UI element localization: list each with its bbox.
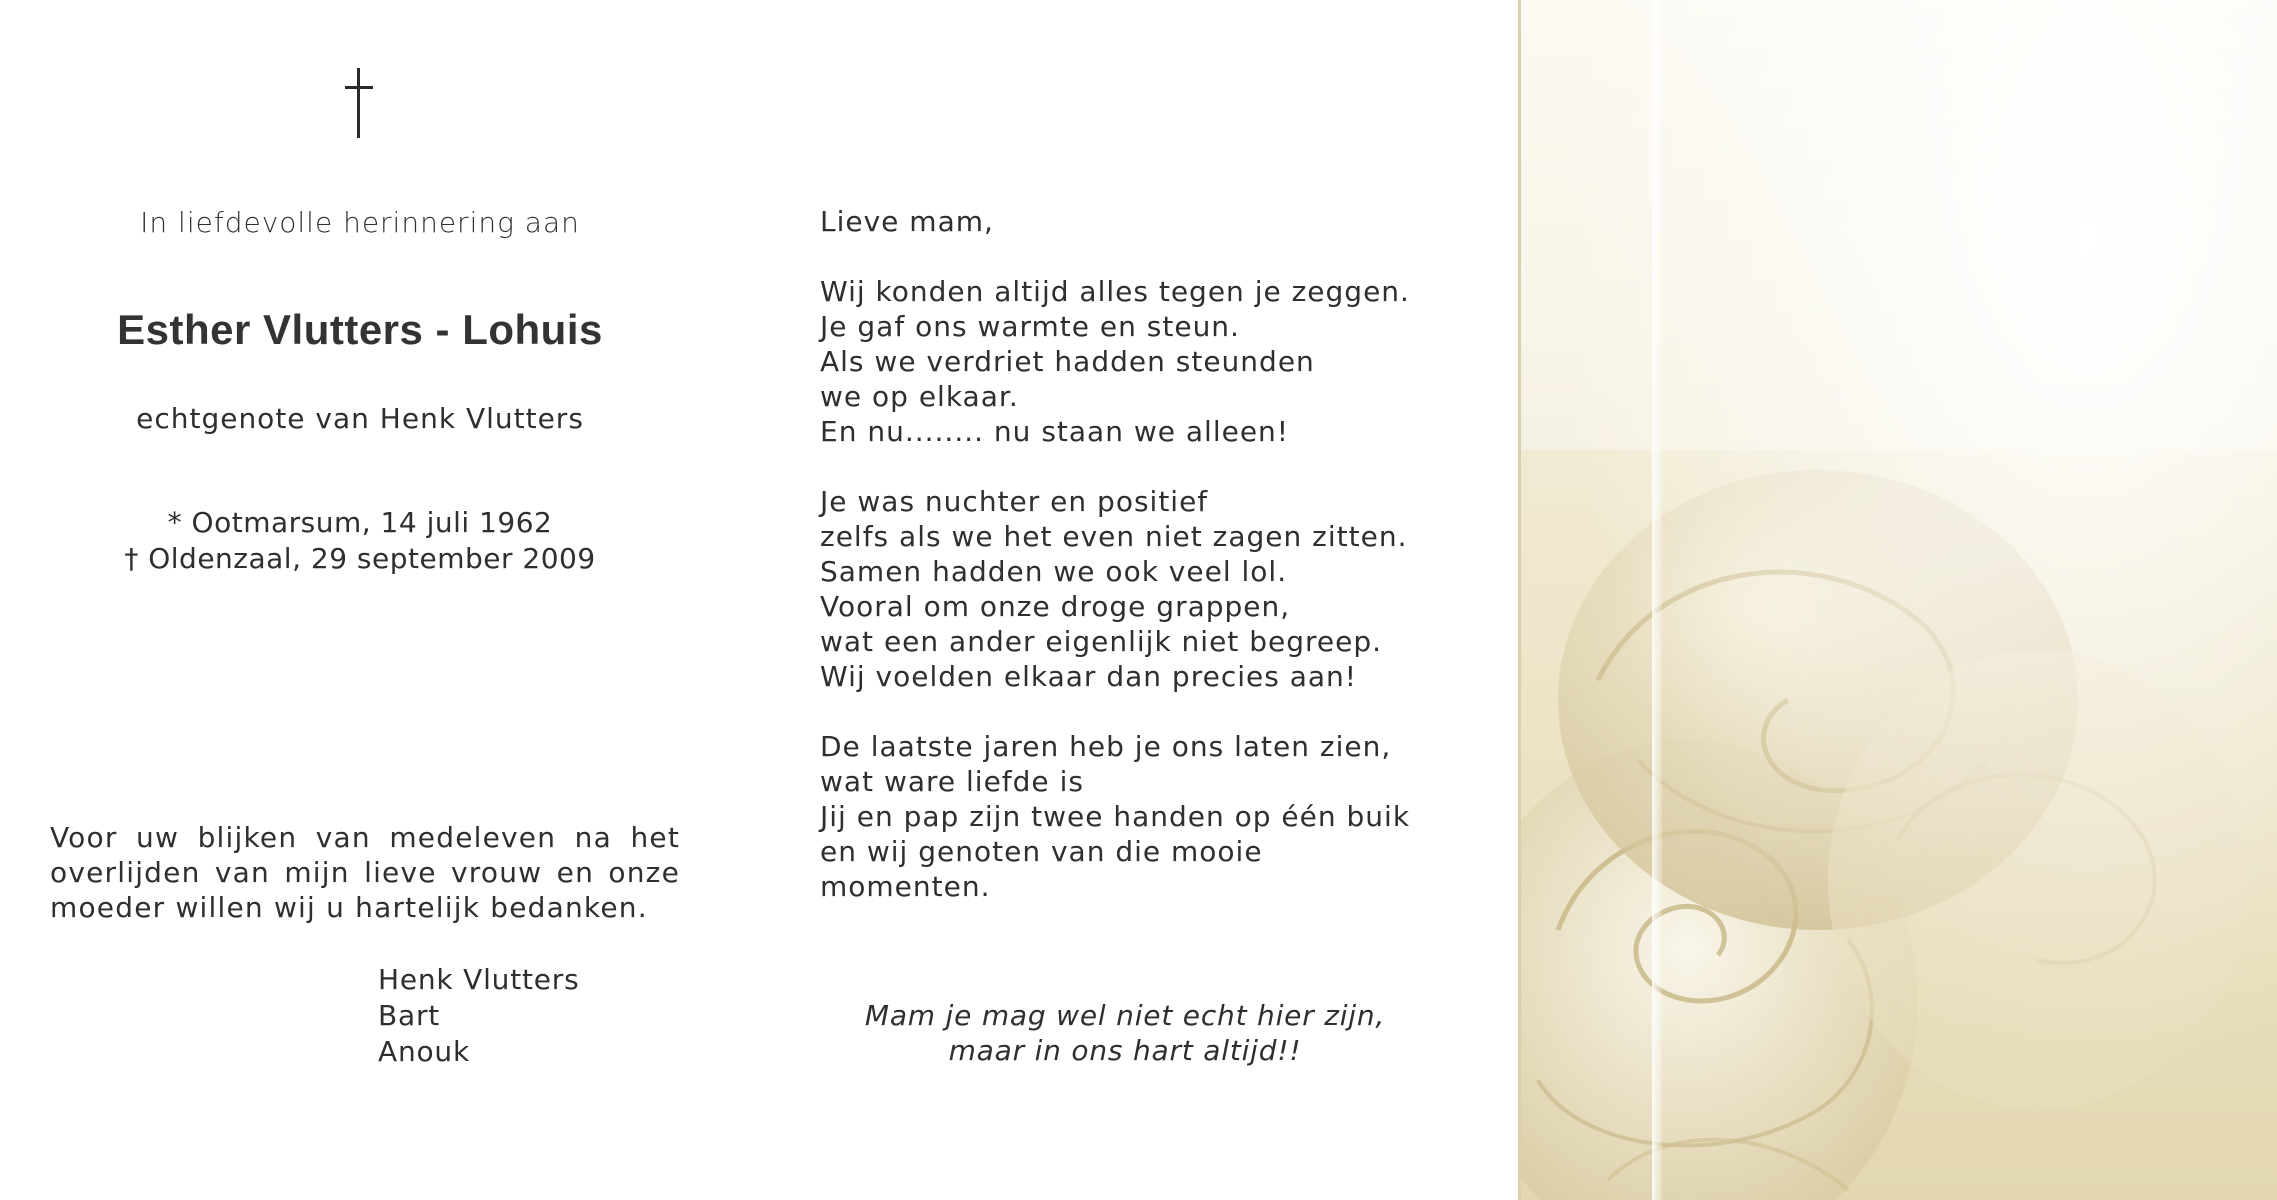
poem-greeting: Lieve mam, <box>820 205 994 238</box>
poem-line: Je gaf ons warmte en steun. <box>820 310 1240 343</box>
poem-line: De laatste jaren heb je ons laten zien, <box>820 730 1392 763</box>
poem <box>820 204 1410 939</box>
poem-line: Jij en pap zijn twee handen op één buik <box>820 800 1411 833</box>
thanks-paragraph <box>50 820 680 925</box>
poem-line: zelfs als we het even niet zagen zitten. <box>820 520 1408 553</box>
thanks-line: moeder willen wij u hartelijk bedanken. <box>50 891 648 924</box>
poem-line: Wij konden altijd alles tegen je zeggen. <box>820 275 1410 308</box>
poem-line: Wij voelden elkaar dan precies aan! <box>820 660 1357 693</box>
deceased-name: Esther Vlutters - Lohuis <box>117 306 603 353</box>
poem-line: momenten. <box>820 870 991 903</box>
birth-line: * Ootmarsum, 14 juli 1962 <box>167 506 553 539</box>
thanks-line: Voor uw blijken van medeleven na het <box>50 821 680 854</box>
poem-line: Vooral om onze droge grappen, <box>820 590 1291 623</box>
closing-line: maar in ons hart altijd!! <box>948 1034 1302 1067</box>
poem-line: wat een ander eigenlijk niet begreep. <box>820 625 1382 658</box>
closing-lines <box>840 998 1410 1068</box>
poem-stanza-1 <box>820 274 1410 449</box>
signer-name: Henk Vlutters <box>378 963 580 996</box>
poem-line: Samen hadden we ook veel lol. <box>820 555 1288 588</box>
signer-name: Anouk <box>378 1035 470 1068</box>
poem-stanza-2 <box>820 484 1410 694</box>
poem-line: we op elkaar. <box>820 380 1019 413</box>
poem-line: En nu........ nu staan we alleen! <box>820 415 1290 448</box>
spouse-line: echtgenote van Henk Vlutters <box>136 402 584 435</box>
intro-text: In liefdevolle herinnering aan <box>140 206 580 239</box>
card-fold-highlight <box>1652 0 1662 1200</box>
poem-line: Je was nuchter en positief <box>820 485 1209 518</box>
signers-list <box>378 962 580 1070</box>
poem-line: Als we verdriet hadden steunden <box>820 345 1315 378</box>
thanks-line: overlijden van mijn lieve vrouw en onze <box>50 856 680 889</box>
poem-line: en wij genoten van die mooie <box>820 835 1263 868</box>
signer-name: Bart <box>378 999 441 1032</box>
poem-stanza-3 <box>820 729 1410 904</box>
rose-image <box>1518 0 2277 1200</box>
death-line: † Oldenzaal, 29 september 2009 <box>124 542 596 575</box>
card-fold-line <box>1518 0 1521 1200</box>
cream-white-rose-icon <box>1518 0 2277 1200</box>
closing-line: Mam je mag wel niet echt hier zijn, <box>864 999 1386 1032</box>
cross-icon <box>345 68 371 138</box>
poem-line: wat ware liefde is <box>820 765 1084 798</box>
